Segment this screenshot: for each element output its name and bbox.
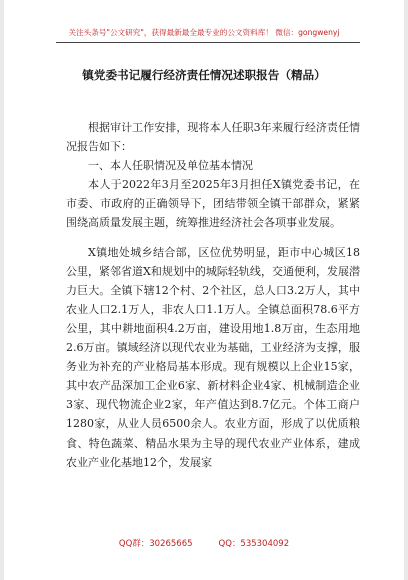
document-page	[4, 0, 404, 580]
paragraph-town-overview: X镇地处城乡结合部，区位优势明显，距市中心城区18公里，紧邻省道X和规划中的城际轻轨线，交通便利，发展潜力巨大。全镇下辖12个村、2个社区，总人口3.2万人，其中农业人口2.1万人，非农人口1.1万人。全镇总面积78.6平方公里，其中耕地面积4.2万亩，建设用地1.8万亩，生态用地2.6万亩。镇域经济以现代农业为基础，工业经济为支撑，服务业为补充的产业格局基本形成。现有规模以上企业15家，其中农产品深加工企业6家、新材料企业4家、机械制造企业3家、现代物流企业2家，年产值达到8.7亿元。个体工商户1280家，从业人员6500余人。农业方面，形成了以优质粮食、特色蔬菜、精品水果为主导的现代农业产业体系，建成农业产业化基地12个，发展家	[66, 245, 360, 469]
footer-qq: QQ：535304092	[218, 539, 290, 549]
document-body	[66, 118, 360, 472]
document-title: 镇党委书记履行经济责任情况述职报告（精品）	[82, 68, 326, 82]
section-heading-1: 一、本人任职情况及单位基本情况	[88, 159, 253, 173]
paragraph-intro: 根据审计工作安排，现将本人任职3年来履行经济责任情况报告如下：	[66, 121, 360, 154]
paragraph-tenure: 本人于2022年3月至2025年3月担任X镇党委书记，在市委、市政府的正确领导下，团结带领全镇干部群众，紧紧围绕高质量发展主题，统筹推进经济社会各项事业发展。	[66, 178, 360, 230]
footer-contact	[4, 537, 404, 549]
header-divider	[56, 42, 360, 43]
header-note: 关注头条号"公文研究"，获得最新最全最专业的公文资料库！ 微信：gongwenyj	[68, 28, 340, 37]
footer-qq-group: QQ群：30265665	[118, 539, 193, 549]
